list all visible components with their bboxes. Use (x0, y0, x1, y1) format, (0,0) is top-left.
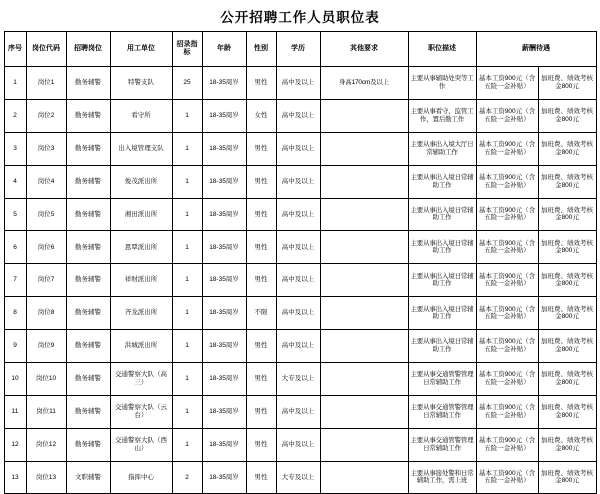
cell-pay-base: 基本工资900元（含五险一金补贴） (476, 198, 538, 231)
cell-gender: 男性 (246, 395, 276, 428)
cell-age: 18-35周岁 (202, 461, 246, 494)
cell-unit: 恩覃派出所 (110, 231, 172, 264)
cell-description: 主要从事出入境日常辅助工作 (408, 264, 476, 297)
cell-code: 岗位12 (26, 428, 66, 461)
cell-seq: 12 (4, 428, 26, 461)
cell-education: 高中及以上 (276, 67, 320, 100)
cell-other (320, 297, 408, 330)
cell-seq: 3 (4, 132, 26, 165)
cell-quota: 1 (172, 99, 202, 132)
col-header-code: 岗位代码 (26, 32, 66, 67)
cell-quota: 25 (172, 67, 202, 100)
cell-pay-bonus: 加班费、绩效考核金800元 (538, 99, 596, 132)
cell-post: 勤务辅警 (66, 362, 110, 395)
cell-gender: 男性 (246, 362, 276, 395)
cell-age: 18-35周岁 (202, 99, 246, 132)
cell-post: 文职辅警 (66, 461, 110, 494)
col-header-other-requirements: 其他要求 (320, 32, 408, 67)
cell-unit: 湘田派出所 (110, 198, 172, 231)
cell-age: 18-35周岁 (202, 330, 246, 363)
cell-gender: 不限 (246, 297, 276, 330)
cell-age: 18-35周岁 (202, 231, 246, 264)
cell-pay-bonus: 加班费、绩效考核金800元 (538, 362, 596, 395)
cell-description: 主要从事出入境日常辅助工作 (408, 165, 476, 198)
cell-unit: 祥财派出所 (110, 264, 172, 297)
cell-code: 岗位13 (26, 461, 66, 494)
table-row (4, 67, 596, 100)
cell-unit: 特警支队 (110, 67, 172, 100)
cell-unit: 看守所 (110, 99, 172, 132)
cell-quota: 1 (172, 198, 202, 231)
cell-age: 18-35周岁 (202, 362, 246, 395)
cell-age: 18-35周岁 (202, 264, 246, 297)
cell-unit: 交通警察大队（高三） (110, 362, 172, 395)
cell-gender: 男性 (246, 264, 276, 297)
cell-other (320, 165, 408, 198)
cell-unit: 洪城派出所 (110, 330, 172, 363)
table-row (4, 297, 596, 330)
cell-education: 高中及以上 (276, 99, 320, 132)
cell-pay-bonus: 加班费、绩效考核金800元 (538, 198, 596, 231)
cell-code: 岗位4 (26, 165, 66, 198)
cell-seq: 11 (4, 395, 26, 428)
col-header-quota: 招录指标 (172, 32, 202, 67)
cell-education: 大专及以上 (276, 362, 320, 395)
cell-code: 岗位2 (26, 99, 66, 132)
cell-quota: 1 (172, 165, 202, 198)
cell-pay-bonus: 加班费、绩效考核金800元 (538, 231, 596, 264)
cell-gender: 男性 (246, 165, 276, 198)
cell-age: 18-35周岁 (202, 165, 246, 198)
cell-seq: 5 (4, 198, 26, 231)
cell-other (320, 395, 408, 428)
table-row (4, 165, 596, 198)
cell-post: 勤务辅警 (66, 395, 110, 428)
cell-post: 勤务辅警 (66, 330, 110, 363)
cell-pay-bonus: 加班费、绩效考核金800元 (538, 67, 596, 100)
cell-pay-base: 基本工资900元（含五险一金补贴） (476, 67, 538, 100)
cell-unit: 指挥中心 (110, 461, 172, 494)
cell-seq: 9 (4, 330, 26, 363)
cell-code: 岗位7 (26, 264, 66, 297)
cell-pay-base: 基本工资900元（含五险一金补贴） (476, 362, 538, 395)
cell-education: 高中及以上 (276, 264, 320, 297)
cell-description: 主要从事出入境日常辅助工作 (408, 330, 476, 363)
cell-quota: 1 (172, 330, 202, 363)
cell-quota: 1 (172, 395, 202, 428)
col-header-seq: 序号 (4, 32, 26, 67)
cell-gender: 男性 (246, 67, 276, 100)
cell-pay-base: 基本工资900元（含五险一金补贴） (476, 395, 538, 428)
col-header-unit: 用工单位 (110, 32, 172, 67)
cell-description: 主要从事交通管警管理日常辅助工作 (408, 428, 476, 461)
cell-pay-base: 基本工资900元（含五险一金补贴） (476, 461, 538, 494)
table-row (4, 132, 596, 165)
cell-other (320, 362, 408, 395)
cell-education: 大专及以上 (276, 461, 320, 494)
cell-pay-bonus: 加班费、绩效考核金800元 (538, 461, 596, 494)
cell-age: 18-35周岁 (202, 67, 246, 100)
cell-education: 高中及以上 (276, 330, 320, 363)
cell-description: 主要从事交通管警管理日常辅助工作 (408, 362, 476, 395)
cell-pay-base: 基本工资900元（含五险一金补贴） (476, 297, 538, 330)
table-row (4, 99, 596, 132)
table-row (4, 461, 596, 494)
cell-pay-base: 基本工资900元（含五险一金补贴） (476, 330, 538, 363)
cell-unit: 交通警察大队（西山） (110, 428, 172, 461)
cell-seq: 7 (4, 264, 26, 297)
cell-age: 18-35周岁 (202, 395, 246, 428)
cell-seq: 2 (4, 99, 26, 132)
table-header-row (4, 32, 596, 67)
cell-pay-base: 基本工资900元（含五险一金补贴） (476, 132, 538, 165)
col-header-education: 学历 (276, 32, 320, 67)
cell-quota: 2 (172, 461, 202, 494)
cell-code: 岗位11 (26, 395, 66, 428)
cell-gender: 男性 (246, 461, 276, 494)
cell-unit: 俊茂派出所 (110, 165, 172, 198)
cell-description: 主要从事出入境日常辅助工作 (408, 198, 476, 231)
cell-description: 主要从事辅助处突等工作 (408, 67, 476, 100)
cell-education: 高中及以上 (276, 165, 320, 198)
cell-seq: 1 (4, 67, 26, 100)
cell-pay-bonus: 加班费、绩效考核金800元 (538, 132, 596, 165)
col-header-gender: 性别 (246, 32, 276, 67)
cell-other: 身高170cm及以上 (320, 67, 408, 100)
cell-code: 岗位6 (26, 231, 66, 264)
col-header-description: 职位描述 (408, 32, 476, 67)
cell-pay-base: 基本工资900元（含五险一金补贴） (476, 231, 538, 264)
cell-age: 18-35周岁 (202, 198, 246, 231)
cell-post: 勤务辅警 (66, 99, 110, 132)
cell-description: 主要从事看守、监管工作，置后勤工作 (408, 99, 476, 132)
cell-education: 高中及以上 (276, 132, 320, 165)
cell-pay-bonus: 加班费、绩效考核金800元 (538, 165, 596, 198)
cell-seq: 4 (4, 165, 26, 198)
cell-quota: 1 (172, 297, 202, 330)
cell-seq: 8 (4, 297, 26, 330)
cell-pay-base: 基本工资900元（含五险一金补贴） (476, 264, 538, 297)
cell-unit: 齐龙派出所 (110, 297, 172, 330)
cell-education: 高中及以上 (276, 297, 320, 330)
cell-pay-base: 基本工资900元（含五险一金补贴） (476, 99, 538, 132)
cell-seq: 10 (4, 362, 26, 395)
table-row (4, 395, 596, 428)
cell-post: 勤务辅警 (66, 297, 110, 330)
cell-pay-bonus: 加班费、绩效考核金800元 (538, 297, 596, 330)
cell-gender: 男性 (246, 231, 276, 264)
cell-post: 勤务辅警 (66, 132, 110, 165)
table-row (4, 198, 596, 231)
cell-education: 高中及以上 (276, 198, 320, 231)
cell-other (320, 132, 408, 165)
cell-age: 18-35周岁 (202, 132, 246, 165)
cell-other (320, 330, 408, 363)
cell-seq: 6 (4, 231, 26, 264)
cell-pay-bonus: 加班费、绩效考核金800元 (538, 264, 596, 297)
cell-age: 18-35周岁 (202, 428, 246, 461)
cell-description: 主要从事出入境大厅日常辅助工作 (408, 132, 476, 165)
cell-description: 主要从事交通管警管理日常辅助工作 (408, 395, 476, 428)
cell-description: 主要从事出入境日常辅助工作 (408, 297, 476, 330)
cell-quota: 1 (172, 132, 202, 165)
col-header-post: 招聘岗位 (66, 32, 110, 67)
cell-unit: 交通警察大队（云台） (110, 395, 172, 428)
cell-education: 高中及以上 (276, 428, 320, 461)
cell-gender: 男性 (246, 428, 276, 461)
table-row (4, 231, 596, 264)
cell-code: 岗位1 (26, 67, 66, 100)
cell-description: 主要从事接处警和日常辅助工作，需上班 (408, 461, 476, 494)
cell-post: 勤务辅警 (66, 264, 110, 297)
cell-pay-bonus: 加班费、绩效考核金800元 (538, 428, 596, 461)
cell-code: 岗位5 (26, 198, 66, 231)
table-body (4, 67, 596, 494)
cell-post: 勤务辅警 (66, 231, 110, 264)
table-header (4, 32, 596, 67)
table-row (4, 330, 596, 363)
cell-pay-bonus: 加班费、绩效考核金800元 (538, 330, 596, 363)
cell-age: 18-35周岁 (202, 297, 246, 330)
page-title: 公开招聘工作人员职位表 (220, 10, 380, 25)
cell-quota: 1 (172, 231, 202, 264)
cell-gender: 男性 (246, 330, 276, 363)
table-row (4, 362, 596, 395)
col-header-salary: 薪酬待遇 (476, 32, 596, 67)
cell-gender: 男性 (246, 198, 276, 231)
cell-pay-base: 基本工资900元（含五险一金补贴） (476, 428, 538, 461)
cell-description: 主要从事出入境日常辅助工作 (408, 231, 476, 264)
cell-other (320, 99, 408, 132)
cell-post: 勤务辅警 (66, 165, 110, 198)
cell-other (320, 461, 408, 494)
cell-code: 岗位9 (26, 330, 66, 363)
cell-quota: 1 (172, 264, 202, 297)
cell-pay-base: 基本工资900元（含五险一金补贴） (476, 165, 538, 198)
cell-quota: 1 (172, 428, 202, 461)
table-row (4, 264, 596, 297)
cell-post: 勤务辅警 (66, 198, 110, 231)
cell-other (320, 198, 408, 231)
cell-post: 勤务辅警 (66, 428, 110, 461)
job-position-table (4, 31, 597, 494)
cell-other (320, 231, 408, 264)
cell-code: 岗位10 (26, 362, 66, 395)
cell-unit: 出入境管理支队 (110, 132, 172, 165)
cell-code: 岗位3 (26, 132, 66, 165)
col-header-age: 年龄 (202, 32, 246, 67)
cell-gender: 男性 (246, 132, 276, 165)
cell-other (320, 264, 408, 297)
cell-education: 高中及以上 (276, 231, 320, 264)
cell-pay-bonus: 加班费、绩效考核金800元 (538, 395, 596, 428)
cell-post: 勤务辅警 (66, 67, 110, 100)
cell-quota: 1 (172, 362, 202, 395)
cell-seq: 13 (4, 461, 26, 494)
cell-education: 高中及以上 (276, 395, 320, 428)
cell-gender: 女性 (246, 99, 276, 132)
cell-code: 岗位8 (26, 297, 66, 330)
